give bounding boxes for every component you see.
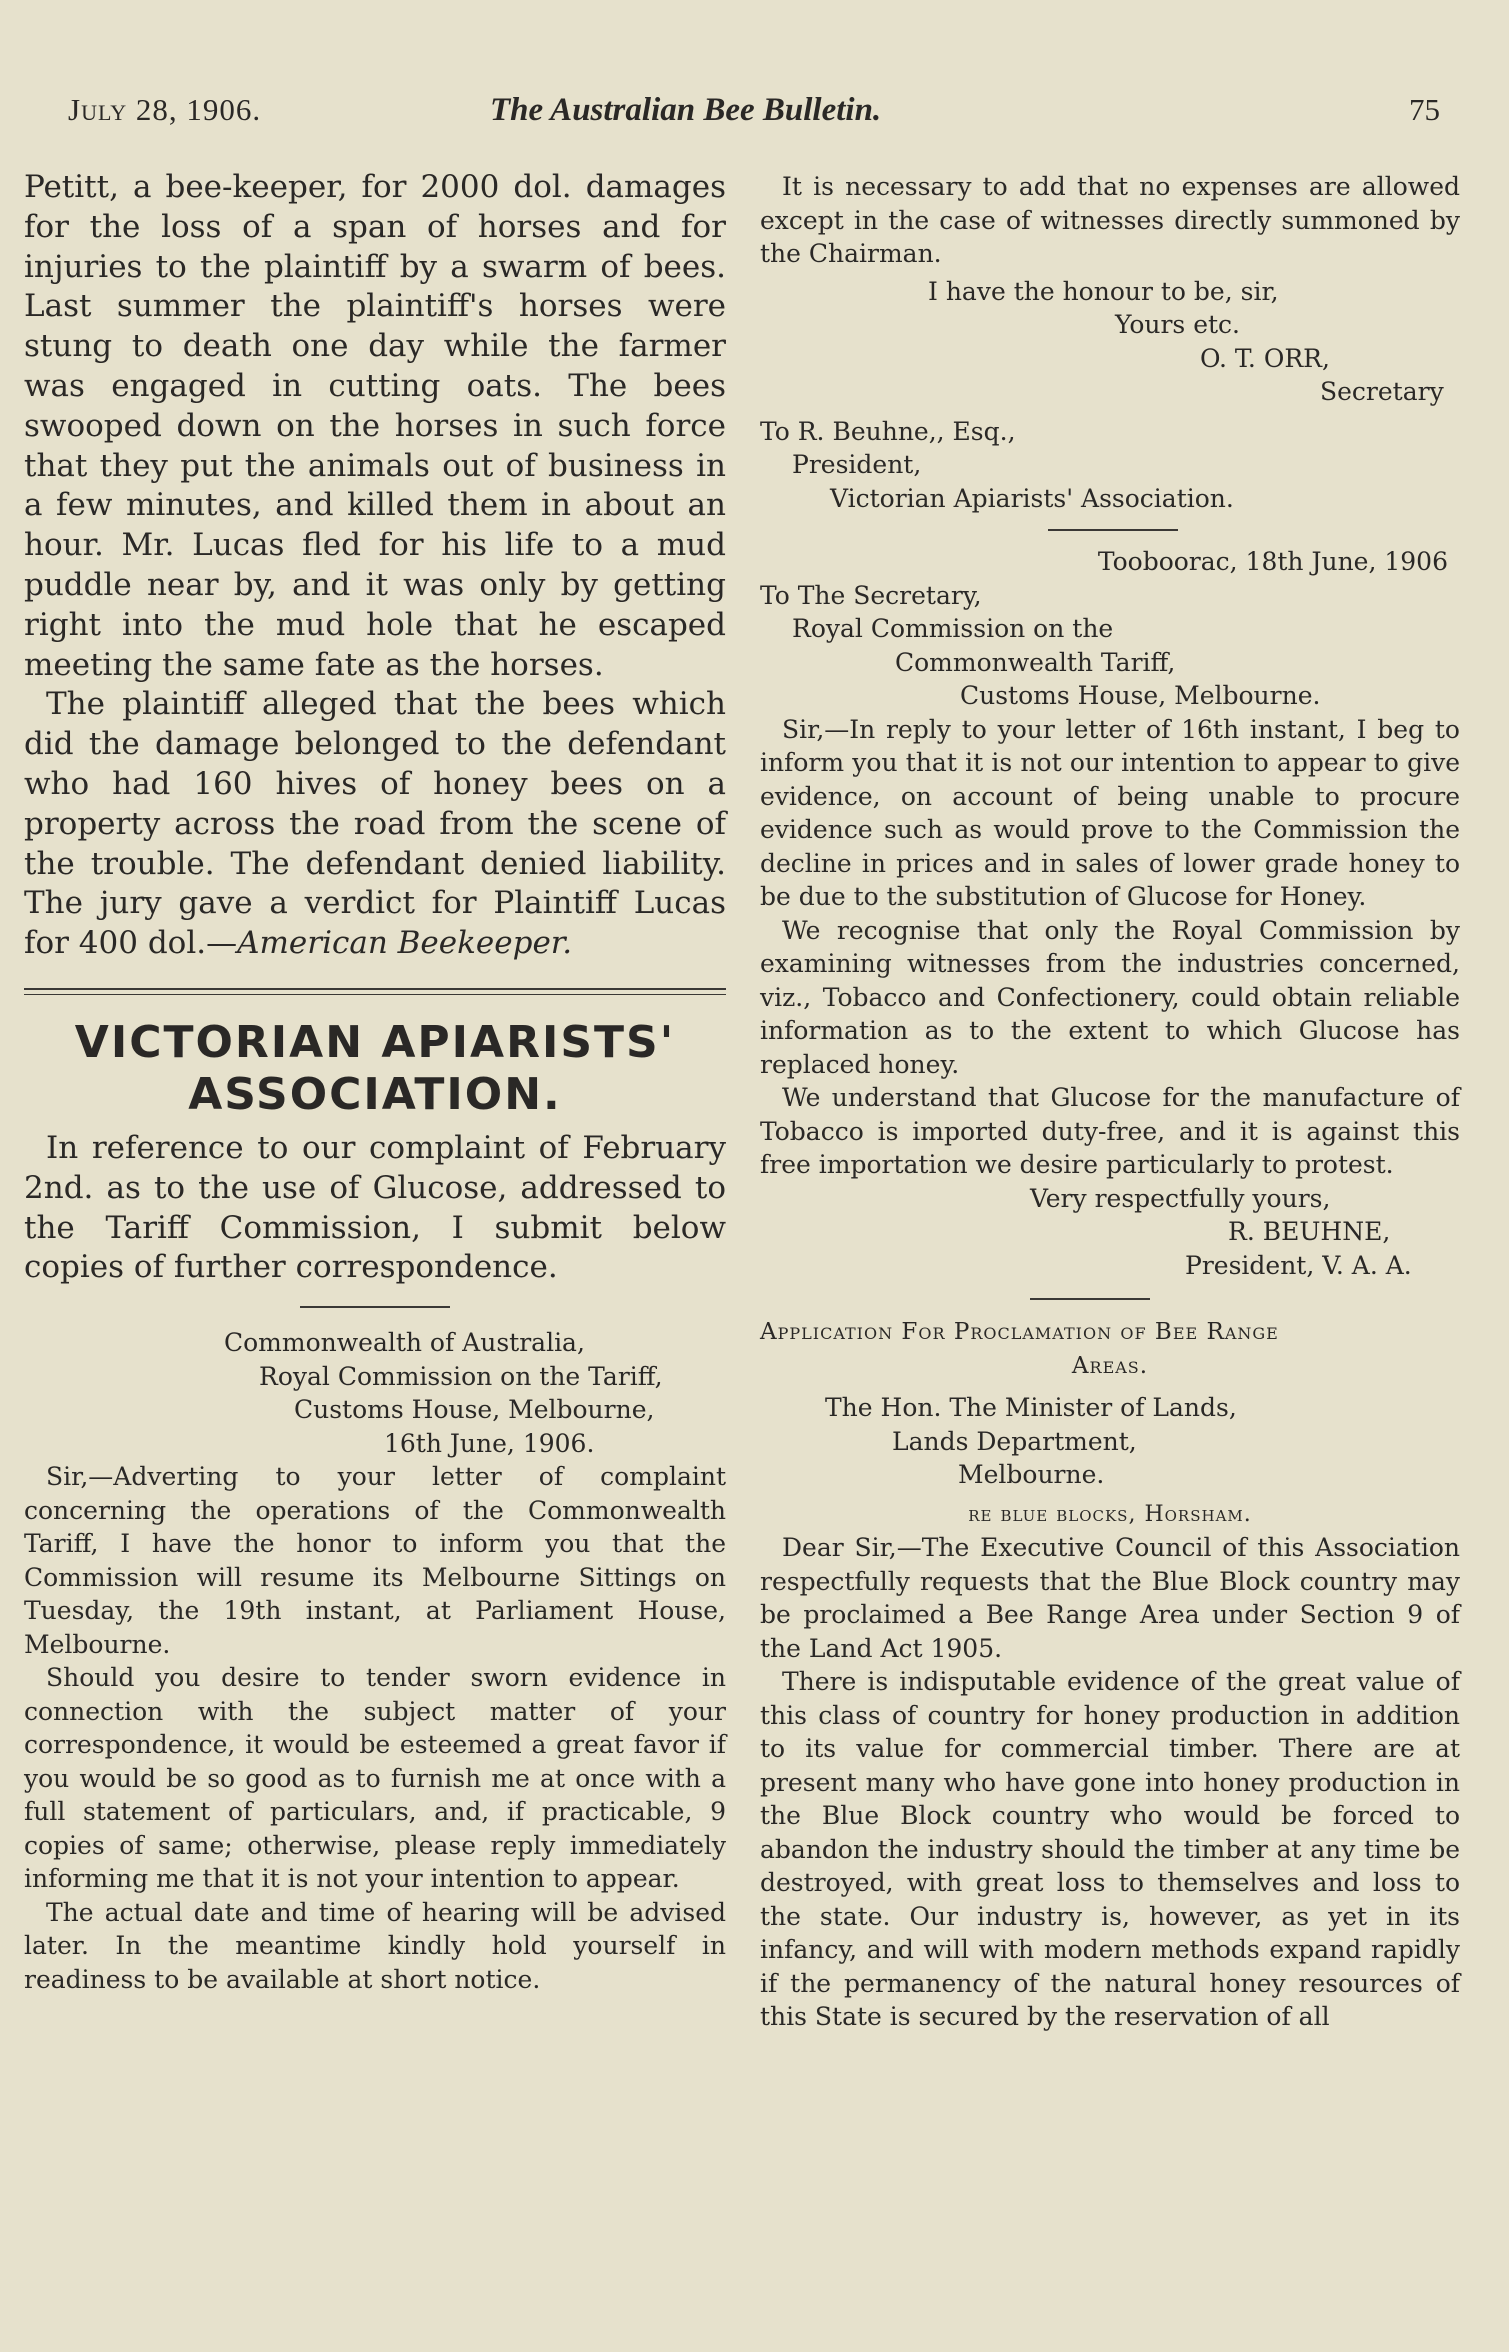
reply-place-date: Tooboorac, 18th June, 1906 [1097,547,1448,576]
letter-address-line: Royal Commission on the Tariff, [259,1361,663,1391]
bee-lawsuit-article [24,168,726,964]
letter-paragraph: Should you desire to tender sworn evidence in connection with the subject matter of your correspondence, it would be esteemed a great favor if you would be so good as to furnish me at once with a full statement of particulars, and, if practicable, 9 copies of same; otherwise, please reply immediately informing me that it is not your intention to appear. [24,1663,726,1894]
letter-signatory: O. T. ORR, [1200,343,1330,373]
article-paragraph: Petitt, a bee-keeper, for 2000 dol. damages for the loss of a span of horses and for injuries to the plaintiff by a swarm of bees. Last summer the plaintiff's horses were stung to death one day while the farmer was engaged in cutting oats. The bees swooped down on the horses in such force that they put the animals out of business in a few minutes, and killed them in about an hour. Mr. Lucas fled for his life to a mud puddle near by, and it was only by getting right into the mud hole that he escaped meeting the same fate as the horses. [24,169,726,683]
intro-paragraph: In reference to our complaint of February 2nd. as to the use of Glucose, addressed to the Tariff Commission, I submit below copies of further correspondence. [24,1129,726,1286]
letter-address-line: Customs House, Melbourne, [294,1395,655,1425]
letter-paragraph: The actual date and time of hearing will be advised later. In the meantime kindly hold yourself in readiness to be available at short notice. [24,1897,726,1994]
short-divider [1048,529,1178,531]
beuhne-reply [760,545,1460,1282]
minister-address-line: Lands Department, [892,1426,1137,1456]
letter-closing: I have the honour to be, sir, [928,276,1279,306]
reply-signatory-title: President, V. A. A. [1185,1250,1412,1280]
reply-address-line: Royal Commission on the [792,614,1114,643]
bee-range-application [760,1316,1460,2034]
right-column [760,170,1460,2034]
page-number: 75 [1409,92,1440,127]
page-header [60,92,1450,136]
application-heading: Areas. [1071,1352,1149,1379]
application-paragraph: There is indisputable evidence of the great value of this class of country for honey production in addition to its value for commercial timber. There are at present many who have gone into honey production in the Blue Block country who would be forced to abandon the industry should the timber at any time be destroyed, with great loss to themselves and loss to the state. Our industry is, however, as yet in its infancy, and will with modern methods expand rapidly if the permanency of the natural honey resources of this State is secured by the reservation of all [760,1667,1460,2031]
letter-paragraph: It is necessary to add that no expenses are allowed except in the case of witnesses directly summoned by the Chairman. [760,172,1460,268]
application-paragraph: Dear Sir,—The Executive Council of this Association respectfully requests that the Blue Block country may be proclaimed a Bee Range Area under Section 9 of the Land Act 1905. [760,1533,1460,1663]
intro-block [24,1129,726,1288]
minister-address-line: Melbourne. [958,1460,1105,1489]
short-divider [300,1306,450,1308]
reply-address-line: Commonwealth Tariff, [895,647,1176,677]
commission-letter [24,1326,726,1996]
subject-line: re blue blocks, Horsham. [968,1501,1252,1527]
recipient-line: Victorian Apiarists' Association. [830,483,1234,513]
letter-closing: Yours etc. [1115,310,1240,339]
reply-address-line: Customs House, Melbourne. [960,681,1321,710]
reply-paragraph: Sir,—In reply to your letter of 16th instant, I beg to inform you that it is not our intention to appear to give evidence, on account of being unable to procure evidence such as would prove to the Commission the decline in prices and in sales of lower grade honey to be due to the substitution of Glucose for Honey. [760,714,1460,911]
reply-paragraph: We understand that Glucose for the manufacture of Tobacco is imported duty-free, and it is against this free importation we desire particularly to protest. [760,1083,1460,1179]
left-column [24,168,726,1996]
reply-closing: Very respectfully yours, [1030,1183,1331,1213]
letter-date: 16th June, 1906. [384,1428,595,1458]
section-heading [24,1017,726,1121]
reply-address-line: To The Secretary, [760,580,982,610]
short-divider [1030,1298,1150,1300]
heading-line: ASSOCIATION. [188,1068,562,1120]
recipient-line: President, [792,450,922,479]
section-divider [24,988,726,995]
reply-signatory: R. BEUHNE, [1228,1217,1391,1246]
letter-address-line: Commonwealth of Australia, [224,1328,585,1358]
minister-address-line: The Hon. The Minister of Lands, [825,1393,1237,1422]
application-heading: Application For Proclamation of Bee Range [760,1319,1279,1345]
issue-date: July 28, 1906. [68,92,262,127]
article-paragraph [24,685,726,964]
publication-title: The Australian Bee Bulletin. [490,92,882,128]
article-source: American Beekeeper. [237,925,573,962]
letter-paragraph: Sir,—Adverting to your letter of complaint concerning the operations of the Commonwealth Tariff, I have the honor to inform you that the Commission will resume its Melbourne Sittings on Tuesday, the 19th instant, at Parliament House, Melbourne. [24,1462,726,1659]
reply-paragraph: We recognise that only the Royal Commission by examining witnesses from the industries concerned, viz., Tobacco and Confectionery, could obtain reliable information as to the extent to which Glucose has replaced honey. [760,915,1460,1079]
article-paragraph-text: The plaintiff alleged that the bees which did the damage belonged to the defendant who had 160 hives of honey bees on a property across the road from the scene of the trouble. The defendant denied liability. The jury gave a verdict for Plaintiff Lucas for 400 dol.— [24,686,726,962]
recipient-line: To R. Beuhne,, Esq., [760,416,1016,446]
heading-line: VICTORIAN APIARISTS' [74,1016,676,1068]
letter-signatory-title: Secretary [1320,377,1444,406]
commission-letter-continued [760,170,1460,515]
